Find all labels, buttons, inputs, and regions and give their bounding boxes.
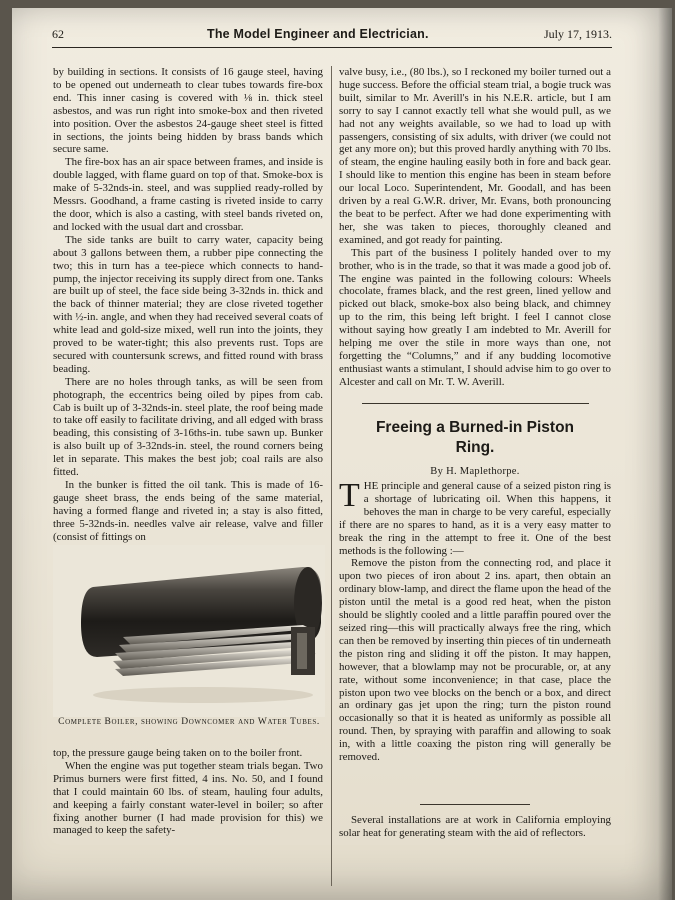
left-column-continuation: [53, 747, 323, 837]
page-edge-shadow: [658, 8, 672, 900]
article-byline: By H. Maplethorpe.: [430, 466, 520, 477]
header-rule: [52, 47, 612, 48]
page-header: [52, 27, 612, 45]
paragraph: top, the pressure gauge being taken on to the boiler front.: [53, 747, 303, 759]
filler-note: [339, 814, 611, 840]
paragraph: When the engine was put together steam trials began. Two Primus burners were first fitted, 4 ins. No. 50, and I found that I could maintain 60 lbs. of steam, hauling four adults, and keeping a fairly constant water-level in boiler; so after fixing another burner (I had made provision for this) we managed to keep the safety-: [53, 759, 323, 837]
paragraph: In the bunker is fitted the oil tank. This is made of 16-gauge sheet brass, the ends being of the same material, having a formed flange and riveted in; a stay is also fitted, three 5-32nds-in. needles valve air release, valve and filler (consist of fittings on: [53, 479, 323, 543]
paragraph: The side tanks are built to carry water, capacity being about 3 gallons between them, a rubber pipe connecting the two; this in turn has a tee-piece which connects to hand-pump, the injector receiving its supply direct from one. Tanks are built up of steel, the face side being 3-32nds in. thick and the back of thinner material; they are close riveted together with ½-in. angle, and when they had received several coats of white lead and gold-size mixed, well run into the joints, they proved to be water-tight; this also prevents rust. Tops are secured with countersunk screws, and fitted round with brass beading.: [53, 233, 323, 375]
downcomer: [291, 627, 315, 675]
article-separator-rule: [362, 403, 589, 404]
issue-date: July 17, 1913.: [543, 27, 612, 41]
article-title-line: Ring.: [455, 439, 495, 456]
paragraph: Remove the piston from the connecting rod, and place it upon two pieces of iron about 2 ins. apart, then obtain an ordinary blow-lamp, and direct the flame upon the head of the piston until the metal is a good red heat, when the piston should be slightly cooled and a little paraffin poured over the seized ring—this will practically always free the ring, which can then be removed by inserting thin pieces of tin underneath the piston ring and sliding it off the piston. It may happen, however, that a blowlamp may not be procurable, or, at any rate, without some inconvenience; in that case, place the piston upon two vee blocks on the bench or a box, and direct an ordinary gas jet upon the ring; turn the piston round occasionally so that it is heated as uniformly as possible all round. Then, by spraying with paraffin and allowing to soak in, with a little coaxing the piston ring will generally be removed.: [339, 557, 611, 764]
paragraph: valve busy, i.e., (80 lbs.), so I reckoned my boiler turned out a huge success. Before the official steam trial, a bogie truck was built, similar to Mr. Averill's in his N.E.R. article, but I am sorry to say I cannot exactly tell what she would pull, as we had not any weights available, so we had to load up with passengers, consisting of six adults, with driver (we could not get any more on); but this proved hardly anything with 70 lbs. of steam, the engine hauling easily both in fore and back gear. I should like to mention this engine has been in steam before our local Loco. Superintendent, Mr. Goodall, and has been driven by a real G.W.R. driver, Mr. Evans, both pronouncing the beat to be perfect. After we had done experimenting with her, she was taken to pieces, thoroughly cleaned and examined, and got ready for painting.: [339, 66, 611, 246]
paragraph: Several installations are at work in California employing solar heat for generating steam with the aid of reflectors.: [339, 814, 611, 839]
boiler-illustration: [53, 545, 325, 717]
right-column-text: [339, 66, 611, 389]
article-first-paragraph: [339, 477, 611, 557]
article-title-line: Freeing a Burned-in Piston: [375, 419, 575, 436]
journal-title: The Model Engineer and Electrician.: [207, 27, 429, 41]
drop-cap: T: [339, 477, 360, 514]
article-title: [339, 418, 611, 458]
left-column-text: [53, 66, 323, 544]
paragraph: by building in sections. It consists of 16 gauge steel, having to be opened out underneath to clear tubes towards fire-box end. This inner casing is covered with ⅛ in. thick steel asbestos, and was run right into smoke-box and then riveted into position. Over the asbestos 24-gauge sheet steel is fitted in sections, the joints being hidden by brass bands which secure same.: [53, 66, 323, 156]
page-number: 62: [52, 27, 64, 41]
note-separator-rule: [420, 804, 530, 805]
paragraph: There are no holes through tanks, as will be seen from photograph, the eccentrics being oiled by pipes from cab. Cab is built up of 3-32nds-in. steel plate, the roof being made to take off easily to facilitate driving, and all edged with brass beading, this consisting of 3-16ths-in. tube sawn up. Bunker is also built up of 3-32nds-in. steel, the round corners being let in separate. This makes the best job; coal rails are also fitted.: [53, 375, 323, 479]
paragraph: The fire-box has an air space between frames, and inside is double lagged, with flame guard on top of that. Smoke-box is make of 5-32nds-in. steel, and was supplied ready-rolled by Messrs. Goodhand, a frame casting is riveted inside to carry the door, which is also a casting, with steel bands riveted on, and locked with the usual dart and crossbar.: [53, 156, 323, 233]
figure-caption: Complete Boiler, showing Downcomer and Water Tubes.: [58, 717, 320, 727]
boiler-photograph: [53, 545, 325, 717]
article-body: [339, 477, 611, 764]
column-divider: [331, 66, 332, 886]
paragraph-text: HE principle and general cause of a seized piston ring is a shortage of lubricating oil. When this happens, it behoves the man in charge to be very careful, especially if there are no spares to hand, as it is a very easy matter to break the ring in the attempt to free it. One of the best methods is the following :—: [339, 480, 611, 557]
paragraph: This part of the business I politely handed over to my brother, who is in the trade, so that it was made a good job of. The engine was painted in the following colours: Wheels chocolate, frames black, and the rest green, lined yellow and picked out black, smoke-box also being black, and chimney up to the rim, this being left bright. I feel I cannot close without saying how greatly I am indebted to Mr. Averill for helping me over the stile in more ways than one, not forgetting the “Columns,” and if any budding locomotive enthusiast wants a stimulant, I should advise him to go over to Alcester and call on Mr. T. W. Averill.: [339, 246, 611, 388]
